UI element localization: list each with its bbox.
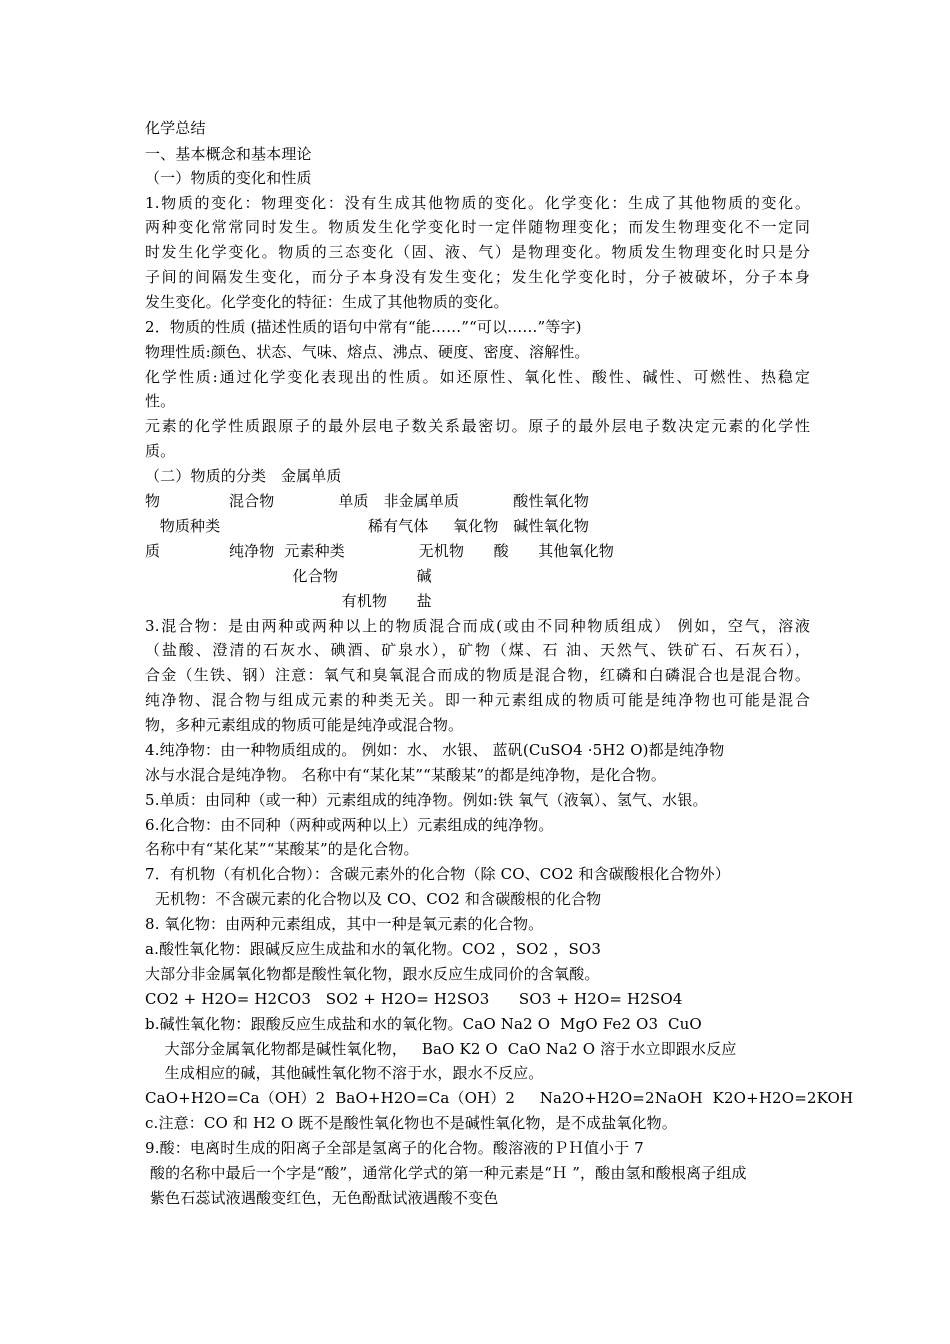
text-line: 大部分金属氧化物都是碱性氧化物， BaO K2 O CaO Na2 O 溶于水立即跟水反应 bbox=[145, 1040, 737, 1058]
equation-line: CaO+H2O=Ca（OH）2 BaO+H2O=Ca（OH）2 Na2O+H2O=2NaOH K2O+H2O=2KOH bbox=[145, 1089, 854, 1107]
classification-row: 质 纯净物 元素种类 无机物 酸 其他氧化物 bbox=[145, 542, 615, 560]
equation-line: CO2 + H2O= H2CO3 SO2 + H2O= H2SO3 SO3 + H2O= H2SO4 bbox=[145, 990, 683, 1008]
text-line: 时发生化学变化。物质的三态变化（固、液、气）是物理变化。物质发生物理变化时只是分 bbox=[145, 243, 810, 261]
text-line: b.碱性氧化物：跟酸反应生成盐和水的氧化物。CaO Na2 O MgO Fe2 O3 CuO bbox=[145, 1015, 702, 1033]
text-line: 子间的间隔发生变化，而分子本身没有发生变化；发生化学变化时，分子被破坏，分子本身 bbox=[145, 268, 810, 286]
subsection-heading: （二）物质的分类 金属单质 bbox=[145, 467, 342, 485]
text-line: 5.单质：由同种（或一种）元素组成的纯净物。例如:铁 氧气（液氧）、氢气、水银。 bbox=[145, 791, 708, 809]
text-line: 生成相应的碱，其他碱性氧化物不溶于水，跟水不反应。 bbox=[145, 1064, 544, 1082]
text-line: 物理性质:颜色、状态、气味、熔点、沸点、硬度、密度、溶解性。 bbox=[145, 343, 590, 361]
text-line: 8. 氧化物：由两种元素组成，其中一种是氧元素的化合物。 bbox=[145, 915, 544, 933]
text-line: 发生变化。化学变化的特征：生成了其他物质的变化。 bbox=[145, 293, 509, 311]
text-line: 紫色石蕊试液遇酸变红色，无色酚酞试液遇酸不变色 bbox=[145, 1189, 499, 1207]
text-line: 冰与水混合是纯净物。 名称中有“某化某”“某酸某”的都是纯净物，是化合物。 bbox=[145, 766, 666, 784]
text-line: 9.酸：电离时生成的阳离子全部是氢离子的化合物。酸溶液的ＰＨ值小于 7 bbox=[145, 1139, 644, 1157]
text-line: 无机物：不含碳元素的化合物以及 CO、CO2 和含碳酸根的化合物 bbox=[145, 890, 602, 908]
text-line: 化学性质:通过化学变化表现出的性质。如还原性、氧化性、酸性、碱性、可燃性、热稳定 bbox=[145, 368, 810, 386]
text-line: c.注意：CO 和 H2 O 既不是酸性氧化物也不是碱性氧化物，是不成盐氧化物。 bbox=[145, 1114, 677, 1132]
classification-row: 化合物 碱 bbox=[145, 567, 432, 585]
text-line: 性。 bbox=[145, 392, 176, 410]
text-line: 元素的化学性质跟原子的最外层电子数关系最密切。原子的最外层电子数决定元素的化学性 bbox=[145, 417, 810, 435]
text-line: 1.物质的变化：物理变化：没有生成其他物质的变化。化学变化：生成了其他物质的变化。 bbox=[145, 194, 810, 212]
text-line: 质。 bbox=[145, 442, 176, 460]
classification-row: 物质种类 稀有气体 氧化物 碱性氧化物 bbox=[145, 517, 590, 535]
text-line: 大部分非金属氧化物都是酸性氧化物，跟水反应生成同价的含氧酸。 bbox=[145, 965, 600, 983]
text-line: 3.混合物：是由两种或两种以上的物质混合而成(或由不同种物质组成） 例如，空气，溶液 bbox=[145, 617, 810, 635]
text-line: 名称中有“某化某”“某酸某”的是化合物。 bbox=[145, 840, 419, 858]
classification-row: 物 混合物 单质 非金属单质 酸性氧化物 bbox=[145, 492, 590, 510]
doc-title: 化学总结 bbox=[145, 119, 206, 137]
text-line: 6.化合物：由不同种（两种或两种以上）元素组成的纯净物。 bbox=[145, 816, 554, 834]
text-line: （盐酸、澄清的石灰水、碘酒、矿泉水），矿物（煤、石 油、天然气、铁矿石、石灰石）， bbox=[145, 641, 810, 659]
text-line: 物，多种元素组成的物质可能是纯净或混合物。 bbox=[145, 716, 464, 734]
text-line: 纯净物、混合物与组成元素的种类无关。即一种元素组成的物质可能是纯净物也可能是混合 bbox=[145, 691, 810, 709]
subsection-heading: （一）物质的变化和性质 bbox=[145, 169, 312, 187]
text-line: a.酸性氧化物：跟碱反应生成盐和水的氧化物。CO2 ，SO2 ，SO3 bbox=[145, 940, 602, 958]
section-heading: 一、基本概念和基本理论 bbox=[145, 145, 312, 163]
text-line: 酸的名称中最后一个字是“酸”，通常化学式的第一种元素是“Ｈ ”，酸由氢和酸根离子组成 bbox=[145, 1164, 747, 1182]
classification-row: 有机物 盐 bbox=[145, 592, 432, 610]
text-line: 2．物质的性质 (描述性质的语句中常有“能……”“可以……”等字) bbox=[145, 318, 582, 336]
text-line: 7．有机物（有机化合物）：含碳元素外的化合物（除 CO、CO2 和含碳酸根化合物外） bbox=[145, 865, 730, 883]
text-line: 两种变化常常同时发生。物质发生化学变化时一定伴随物理变化；而发生物理变化不一定同 bbox=[145, 218, 810, 236]
text-line: 4.纯净物：由一种物质组成的。 例如：水、 水银、 蓝矾(CuSO4 ·5H2 O)都是纯净物 bbox=[145, 741, 725, 759]
text-line: 合金（生铁、钢）注意：氧气和臭氧混合而成的物质是混合物，红磷和白磷混合也是混合物。 bbox=[145, 666, 810, 684]
